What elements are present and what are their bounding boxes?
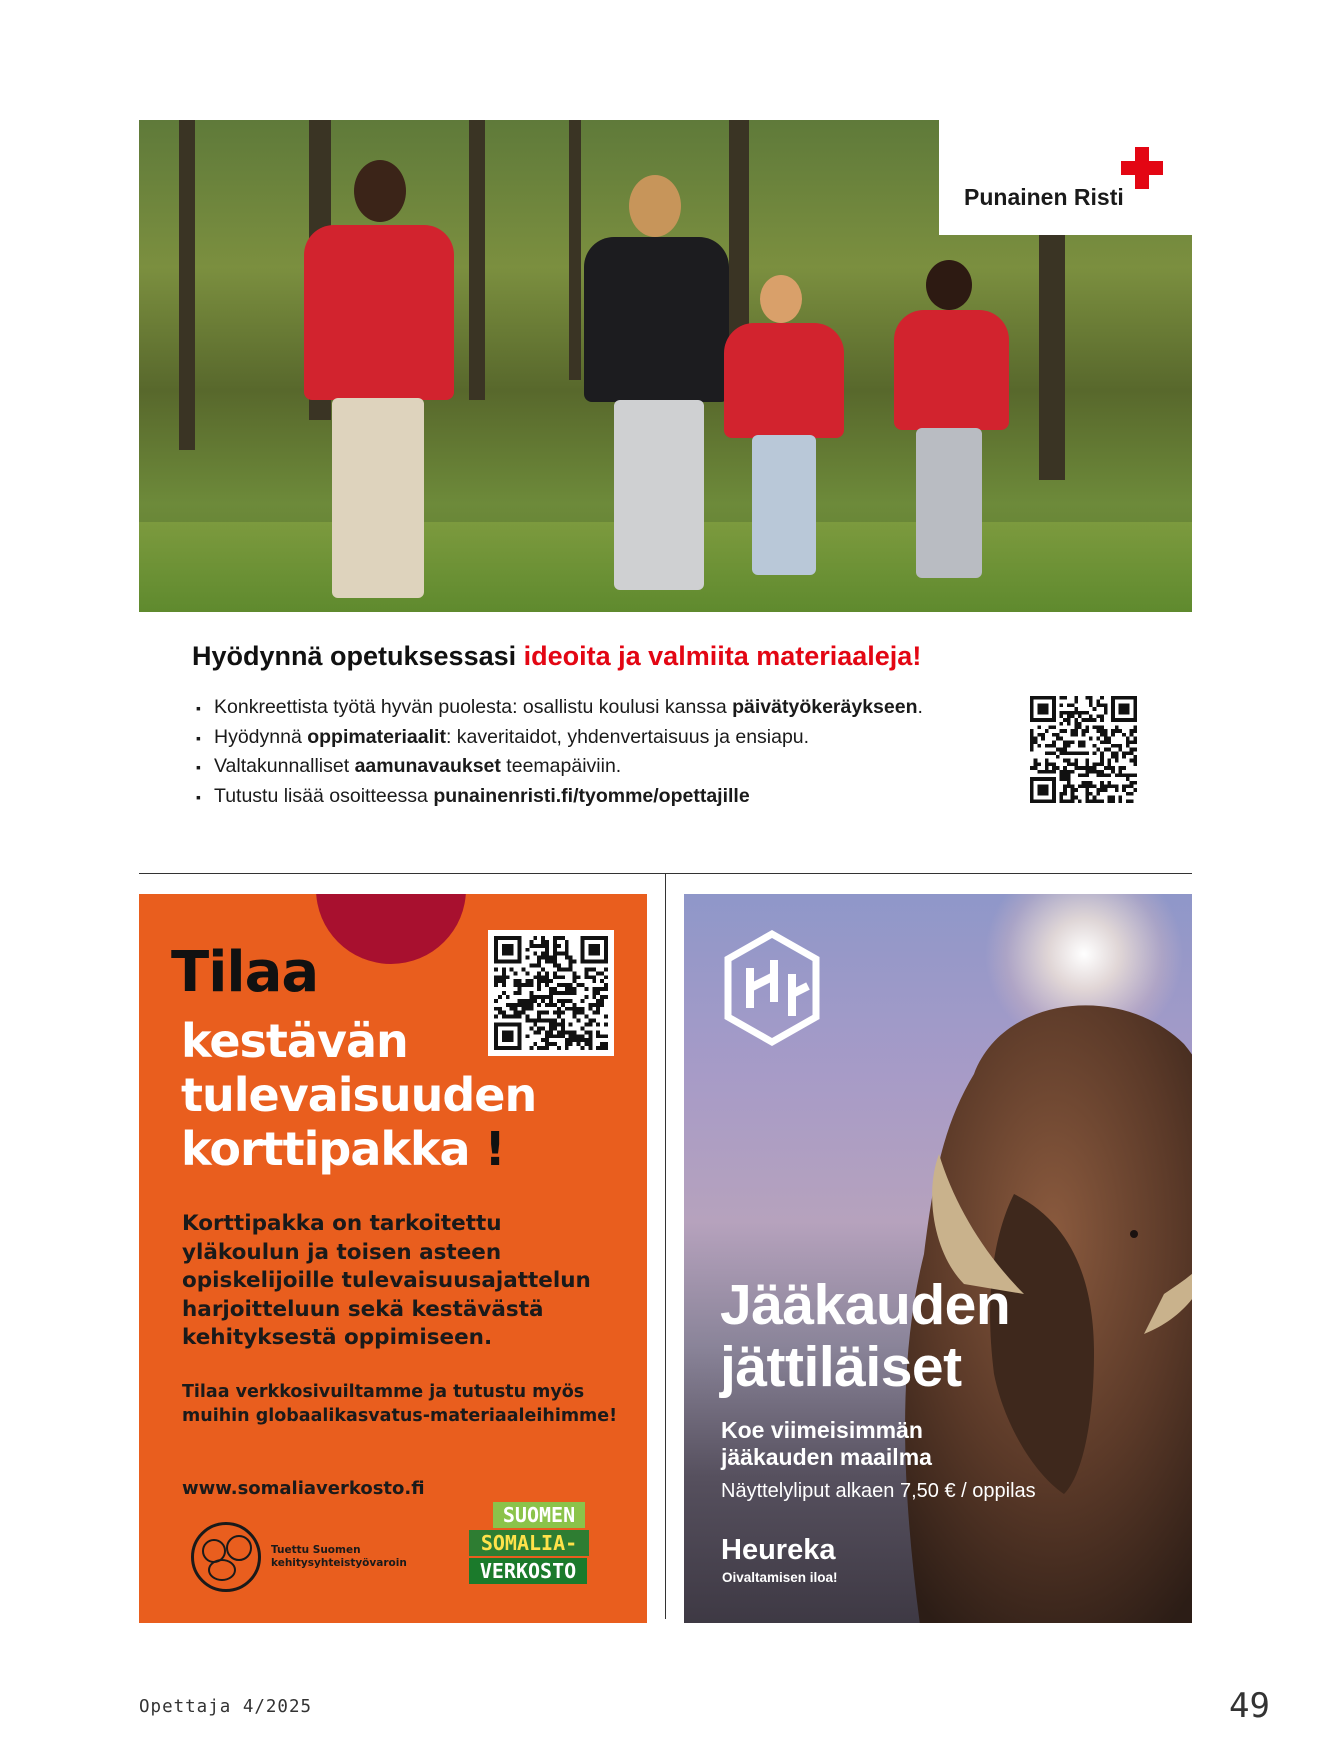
- heureka-tagline: Oivaltamisen iloa!: [722, 1570, 838, 1585]
- red-cross-qr-code[interactable]: [1030, 696, 1137, 803]
- headline-black: Hyödynnä opetuksessasi: [192, 641, 524, 671]
- order-title: Tilaa: [171, 940, 319, 1005]
- heureka-brand: Heureka: [721, 1534, 836, 1566]
- somalia-headline: kestävän tulevaisuuden korttipakka !: [181, 1014, 537, 1176]
- heureka-ad: [684, 894, 1192, 1623]
- heureka-title: Jääkauden jättiläiset: [720, 1273, 1011, 1399]
- maroon-circle-decoration: [316, 894, 466, 964]
- ticket-price: Näyttelyliput alkaen 7,50 € / oppilas: [721, 1480, 1036, 1502]
- vertical-divider: [665, 874, 666, 1619]
- runner-2: [584, 175, 729, 595]
- runner-1: [304, 160, 454, 600]
- list-item[interactable]: ▪ Tutustu lisää osoitteessa punainenristi.fi/tyomme/opettajille: [196, 785, 923, 815]
- runner-3: [724, 275, 844, 580]
- somalia-description: Korttipakka on tarkoitettu yläkoulun ja toisen asteen opiskelijoille tulevaisuusajattelun harjoitteluun sekä kestävästä kehityksestä oppimiseen.: [182, 1211, 591, 1350]
- suomen-somaliaverkosto-logo: SUOMEN SOMALIA- VERKOSTO: [469, 1502, 589, 1586]
- hs-cube-logo-icon: [722, 930, 822, 1046]
- red-cross-link: punainenristi.fi/tyomme/opettajille: [433, 784, 750, 807]
- red-cross-icon: [1121, 147, 1163, 189]
- red-cross-logo-text: Punainen Risti: [964, 184, 1124, 210]
- funding-text: Tuettu Suomen kehitysyhteistyövaroin: [271, 1544, 407, 1569]
- list-item: ▪ Valtakunnalliset aamunavaukset teemapäiviin.: [196, 755, 923, 785]
- somalia-cta: Tilaa verkkosivuiltamme ja tutustu myös muihin globaalikasvatus-materiaaleihimme!: [182, 1382, 618, 1426]
- publication-name: Opettaja 4/2025: [139, 1697, 313, 1717]
- red-cross-headline: [192, 641, 921, 672]
- heureka-subtitle: Koe viimeisimmän jääkauden maailma: [721, 1417, 932, 1470]
- finland-development-emblem-icon: [191, 1522, 261, 1592]
- page-number: 49: [1229, 1686, 1270, 1726]
- red-cross-logo: [939, 120, 1192, 235]
- list-item: ▪ Hyödynnä oppimateriaalit: kaveritaidot, yhdenvertaisuus ja ensiapu.: [196, 726, 923, 756]
- somalia-url-link[interactable]: www.somaliaverkosto.fi: [182, 1478, 425, 1499]
- runner-4: [894, 260, 1009, 580]
- somalia-ad: [139, 894, 647, 1623]
- headline-red: ideoita ja valmiita materiaaleja!: [523, 641, 922, 671]
- red-cross-bullet-list: [196, 696, 923, 814]
- list-item: ▪ Konkreettista työtä hyvän puolesta: osallistu koulusi kanssa päivätyökeräykseen.: [196, 696, 923, 726]
